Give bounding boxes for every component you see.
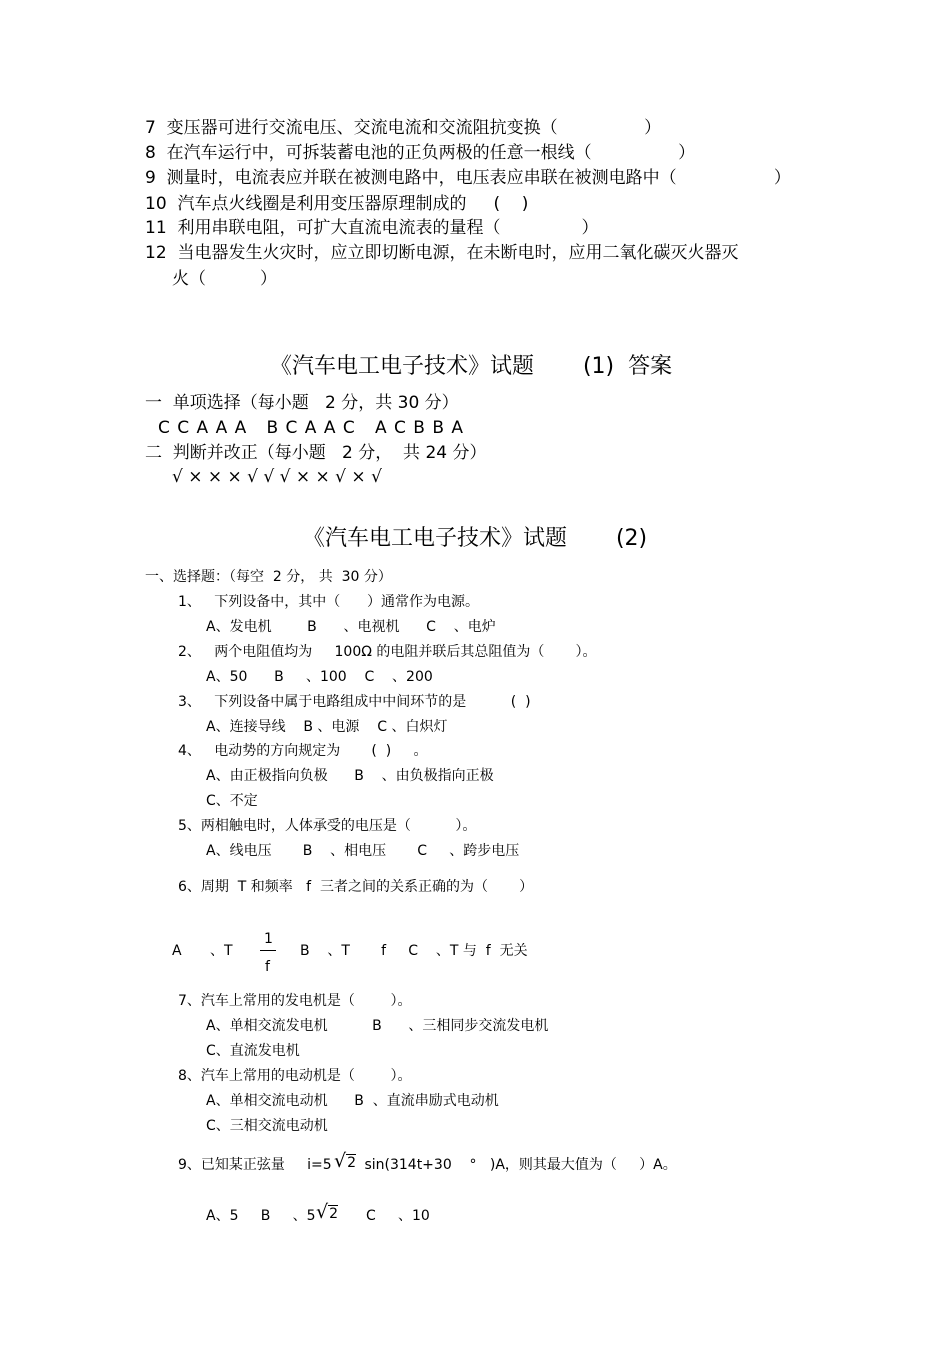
- answers-section-1-keys: C C A A A B C A A C A C B B A: [158, 418, 465, 438]
- question-8-options: A、单相交流电动机 B 、直流串励式电动机: [206, 1093, 499, 1109]
- tf-item-8: 8 在汽车运行中，可拆装蓄电池的正负两极的任意一根线（ ）: [145, 143, 696, 163]
- radicand: 2: [347, 1155, 357, 1171]
- question-9-option-c: C 、10: [366, 1208, 430, 1224]
- question-1: 1、 下列设备中，其中（ ）通常作为电源。: [178, 594, 479, 610]
- fraction-bar: [260, 950, 276, 951]
- tf-item-11: 11 利用串联电阻，可扩大直流电流表的量程（ ）: [145, 218, 599, 238]
- answers-section-2: 二 判断并改正（每小题 2 分， 共 24 分）: [145, 443, 487, 463]
- question-7-options: A、单相交流发电机 B 、三相同步交流发电机: [206, 1018, 549, 1034]
- sqrt-2-option: [316, 1203, 338, 1222]
- tf-item-10: 10 汽车点火线圈是利用变压器原理制成的 ( ): [145, 194, 529, 214]
- fraction-denominator: f: [265, 959, 270, 975]
- question-9-prefix: 9、已知某正弦量 i=5: [178, 1157, 332, 1173]
- question-4-options-2: C、不定: [206, 793, 258, 809]
- question-1-options: A、发电机 B 、电视机 C 、电炉: [206, 619, 496, 635]
- question-8: 8、汽车上常用的电动机是（ ）。: [178, 1068, 412, 1084]
- question-3-options: A、连接导线 B 、电源 C 、白炽灯: [206, 719, 448, 735]
- test2-title: 《汽车电工电子技术》试题 (2): [303, 526, 648, 551]
- tf-item-9: 9 测量时，电流表应并联在被测电路中，电压表应串联在被测电路中（ ）: [145, 168, 791, 188]
- question-9-suffix: sin(314t+30 ° )A，则其最大值为（ ）A。: [360, 1157, 677, 1173]
- question-6-option-a-expr: 、T: [210, 943, 233, 959]
- radicand: 2: [329, 1206, 339, 1222]
- question-7-options-2: C、直流发电机: [206, 1043, 300, 1059]
- answers-section-2-keys: √ × × × √ √ √ × × √ × √: [172, 467, 382, 487]
- question-9-options-ab: A、5 B 、5: [206, 1208, 316, 1224]
- radical-sign-icon: √: [316, 1201, 329, 1223]
- tf-item-12-cont: 火（ ）: [172, 269, 278, 289]
- answers-title: 《汽车电工电子技术》试题 (1) 答案: [270, 354, 673, 379]
- tf-item-7: 7 变压器可进行交流电压、交流电流和交流阻抗变换（ ）: [145, 118, 662, 138]
- question-6: 6、周期 T 和频率 f 三者之间的关系正确的为（ ）: [178, 879, 534, 895]
- test2-section: 一、选择题：（每空 2 分， 共 30 分）: [145, 569, 392, 585]
- radical-sign-icon: √: [334, 1150, 347, 1172]
- answers-section-1: 一 单项选择（每小题 2 分，共 30 分）: [145, 393, 459, 413]
- question-3: 3、 下列设备中属于电路组成中中间环节的是 ( ): [178, 694, 531, 710]
- question-6-option-a-label: A: [172, 943, 182, 959]
- question-6-option-b-c: B 、T f C 、T 与 f 无关: [300, 943, 528, 959]
- question-5-options: A、线电压 B 、相电压 C 、跨步电压: [206, 843, 520, 859]
- question-4: 4、 电动势的方向规定为 ( ) 。: [178, 743, 428, 759]
- question-2-options: A、50 B 、100 C 、200: [206, 669, 433, 685]
- fraction-numerator: 1: [264, 931, 273, 947]
- question-5: 5、两相触电时，人体承受的电压是（ ）。: [178, 818, 477, 834]
- sqrt-2: [334, 1152, 356, 1171]
- tf-item-12: 12 当电器发生火灾时，应立即切断电源，在未断电时，应用二氧化碳灭火器灭: [145, 243, 739, 263]
- question-2: 2、 两个电阻值均为 100Ω 的电阻并联后其总阻值为（ ）。: [178, 644, 597, 660]
- question-7: 7、汽车上常用的发电机是（ ）。: [178, 993, 412, 1009]
- question-8-options-2: C、三相交流电动机: [206, 1118, 328, 1134]
- question-4-options: A、由正极指向负极 B 、由负极指向正极: [206, 768, 494, 784]
